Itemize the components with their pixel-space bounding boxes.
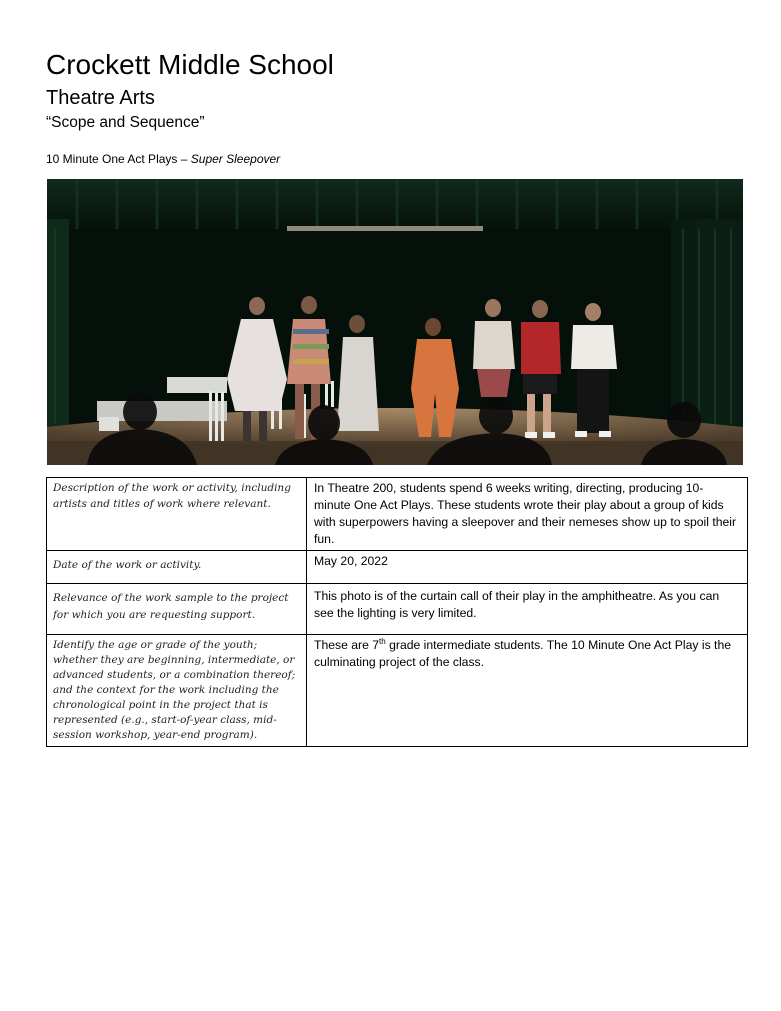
table-row (47, 551, 748, 584)
question-cell: Relevance of the work sample to the project for which you are requesting support. (47, 584, 307, 635)
answer-cell: In Theatre 200, students spend 6 weeks writing, directing, producing 10-minute One Act Plays. These students wrote their play about a group of kids with superpowers having a sleepover and their nemeses show up to spoil their fun. (307, 478, 748, 551)
play-title: Super Sleepover (190, 152, 281, 166)
play-line (46, 151, 280, 167)
work-sample-table (46, 477, 748, 747)
answer-text: These are 7 (314, 638, 380, 652)
school-name: Crockett Middle School (46, 49, 334, 80)
answer-cell: This photo is of the curtain call of their play in the amphitheatre. As you can see the lighting is very limited. (307, 584, 748, 635)
question-cell: Identify the age or grade of the youth; whether they are beginning, intermediate, or advanced students, or a combination thereof; and the context for the work including the chronological point in the project that is represented (e.g., start-of-year class, mid-session workshop, year-end program). (47, 635, 307, 747)
question-cell: Date of the work or activity. (47, 551, 307, 584)
table-row (47, 584, 748, 635)
department-name: Theatre Arts (46, 87, 155, 109)
table-row (47, 478, 748, 551)
question-cell: Description of the work or activity, including artists and titles of work where relevant. (47, 478, 307, 551)
curtain-call-photo (47, 179, 743, 465)
answer-cell (307, 635, 748, 747)
answer-text: grade intermediate students. The 10 Minute One Act Play is the culminating project of the class. (314, 638, 732, 669)
table-row (47, 635, 748, 747)
ordinal-suffix: th (379, 636, 386, 646)
document-subtitle: “Scope and Sequence” (46, 114, 205, 131)
play-category: 10 Minute One Act Plays – (46, 152, 188, 166)
answer-cell: May 20, 2022 (307, 551, 748, 584)
